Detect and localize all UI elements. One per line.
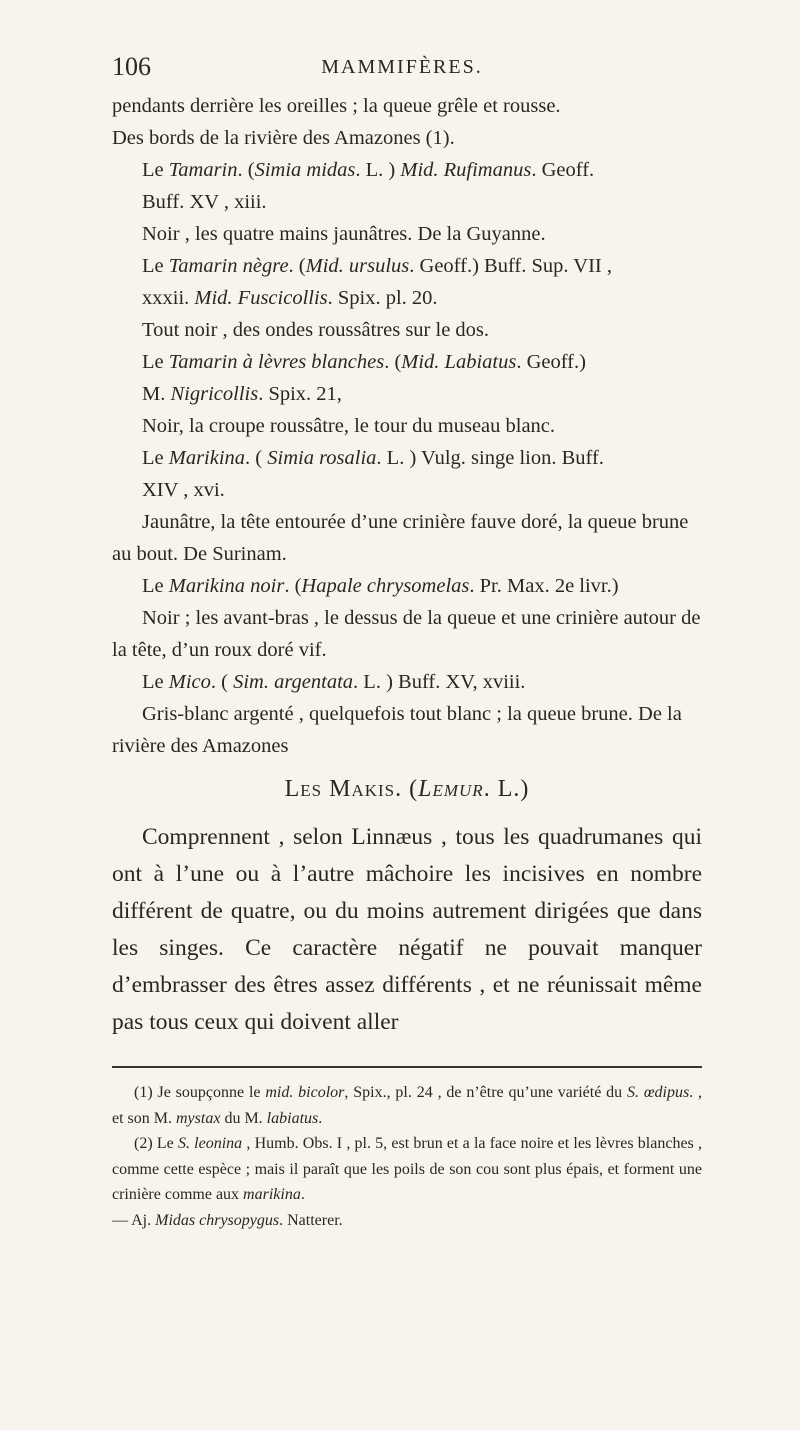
species-entry-continuation: Buff. XV , xiii. [142,191,267,213]
footnote: (2) Le S. leonina , Humb. Obs. I , pl. 5, est brun et a la face noire et les lèvres blanches , comme cette espèce ; mais il paraît que les poils de son cou sont plus épais, et forment une crinière comme aux marikina. [112,1135,702,1203]
main-text [112,90,702,1041]
species-description: Noir ; les avant-bras , le dessus de la queue et une crinière autour de la tête, d’un roux doré vif. [112,607,701,661]
footnotes [112,1080,702,1233]
species-description: Tout noir , des ondes roussâtres sur le dos. [142,319,490,341]
footnote-rule [112,1066,702,1068]
species-entry: Le Mico. ( Sim. argentata. L. ) Buff. XV, xviii. [142,671,526,693]
body-paragraph: Comprennent , selon Linnæus , tous les quadrumanes qui ont à l’une ou à l’autre mâchoire les incisives en nombre différent de quatre, ou du moins autrement dirigées que dans les singes. Ce caractère négatif ne pouvait manquer d’embrasser des êtres assez différents , et ne réunissait même pas tous ceux qui doivent aller [112,824,702,1035]
species-entry-continuation: M. Nigricollis. Spix. 21, [142,383,342,405]
page-number: 106 [112,52,151,81]
species-entry-continuation: xxxii. Mid. Fuscicollis. Spix. pl. 20. [142,287,438,309]
section-heading: Les Makis. (Lemur. L.) [284,776,530,802]
species-entry-continuation: XIV , xvi. [142,479,225,501]
species-entry: Le Tamarin. (Simia midas. L. ) Mid. Rufimanus. Geoff. [142,159,595,181]
page-header [112,52,692,86]
text-line: Des bords de la rivière des Amazones (1). [112,127,455,149]
footnote-continuation: — Aj. Midas chrysopygus. Natterer. [112,1211,343,1229]
species-entry: Le Marikina. ( Simia rosalia. L. ) Vulg. singe lion. Buff. [142,447,604,469]
footnote: (1) Je soupçonne le mid. bicolor, Spix., pl. 24 , de n’être qu’une variété du S. œdipus. , et son M. mystax du M. labiatus. [112,1084,703,1127]
species-description: Noir , les quatre mains jaunâtres. De la Guyanne. [142,223,546,245]
running-title: MAMMIFÈRES. [321,56,483,78]
species-description: Gris-blanc argenté , quelquefois tout blanc ; la queue brune. De la rivière des Amazones [112,703,682,757]
species-entry: Le Tamarin nègre. (Mid. ursulus. Geoff.) Buff. Sup. VII , [142,255,612,277]
species-description: Noir, la croupe roussâtre, le tour du museau blanc. [142,415,556,437]
text-line: pendants derrière les oreilles ; la queue grêle et rousse. [112,95,561,117]
species-entry: Le Marikina noir. (Hapale chrysomelas. Pr. Max. 2e livr.) [142,575,619,597]
species-entry: Le Tamarin à lèvres blanches. (Mid. Labiatus. Geoff.) [142,351,586,373]
species-description: Jaunâtre, la tête entourée d’une crinière fauve doré, la queue brune au bout. De Surinam. [112,511,689,565]
